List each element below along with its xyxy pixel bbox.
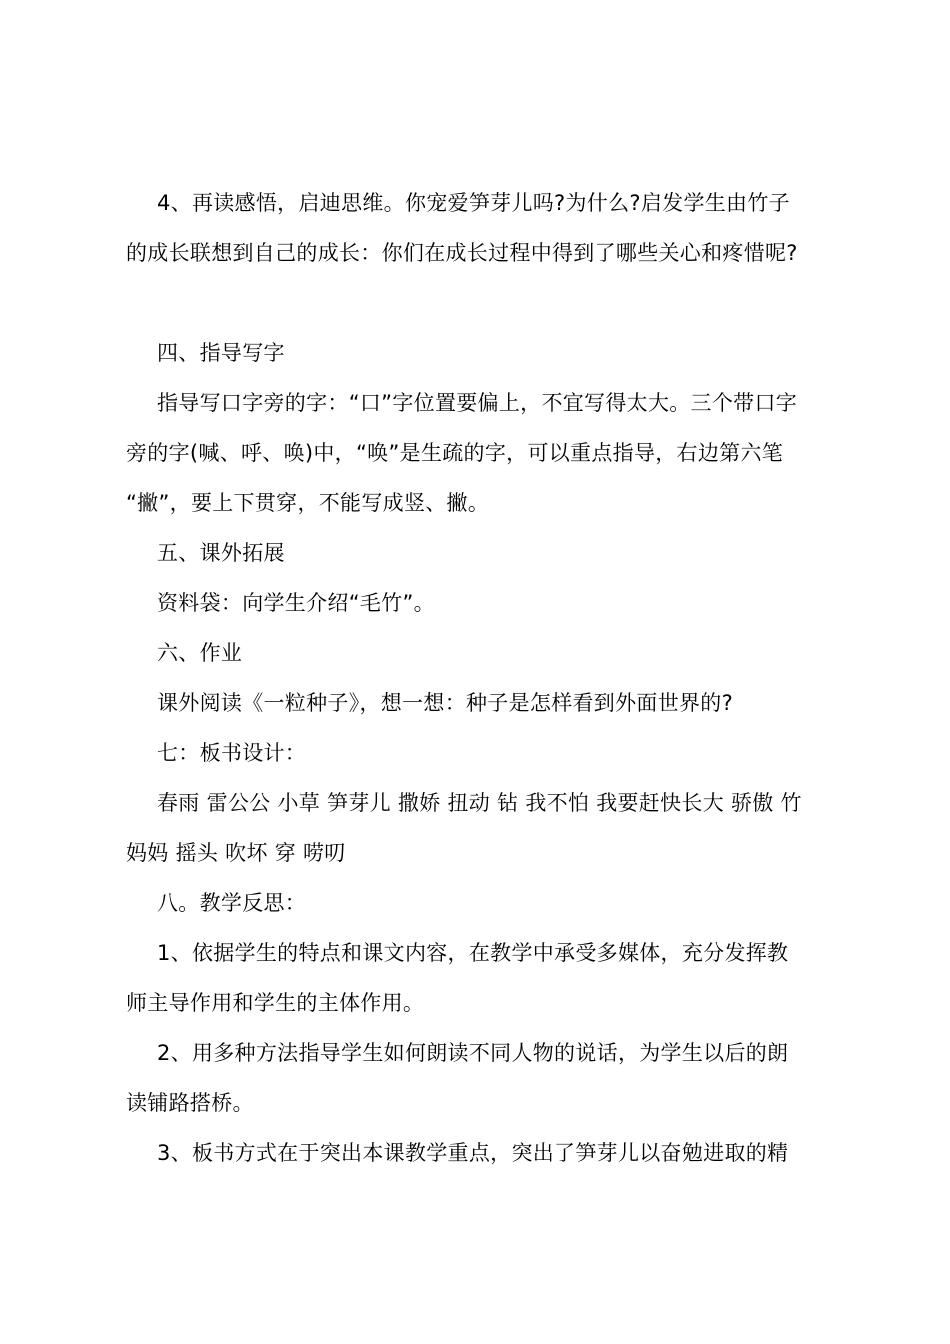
section-heading: 六、作业 (157, 641, 243, 665)
paragraph-line: 资料袋：向学生介绍“毛竹”。 (157, 591, 435, 615)
section-heading: 八。教学反思： (157, 891, 307, 915)
paragraph-line: 旁的字(喊、呼、唤)中，“唤”是生疏的字，可以重点指导，右边第六笔 (126, 441, 784, 465)
paragraph-line: 1、依据学生的特点和课文内容，在教学中承受多媒体，充分发挥教 (157, 941, 789, 965)
paragraph-line: 4、再读感悟，启迪思维。你宠爱笋芽儿吗?为什么?启发学生由竹子 (157, 191, 790, 215)
section-heading: 七：板书设计： (157, 741, 307, 765)
paragraph-line: 妈妈 摇头 吹坏 穿 唠叨 (126, 841, 346, 865)
paragraph-line: 3、板书方式在于突出本课教学重点，突出了笋芽儿以奋勉进取的精 (157, 1141, 789, 1165)
paragraph-line: 课外阅读《一粒种子》，想一想：种子是怎样看到外面世界的? (157, 691, 734, 715)
paragraph-line: 2、用多种方法指导学生如何朗读不同人物的说话，为学生以后的朗 (157, 1041, 789, 1065)
paragraph-line: “撇”，要上下贯穿，不能写成竖、撇。 (126, 491, 490, 515)
paragraph-line: 指导写口字旁的字：“口”字位置要偏上，不宜写得太大。三个带口字 (157, 391, 798, 415)
section-heading: 五、课外拓展 (157, 541, 285, 565)
paragraph-line: 春雨 雷公公 小草 笋芽儿 撒娇 扭动 钻 我不怕 我要赶快长大 骄傲 竹 (157, 791, 802, 815)
paragraph-line: 师主导作用和学生的主体作用。 (126, 991, 425, 1015)
paragraph-line: 读铺路搭桥。 (126, 1091, 254, 1115)
paragraph-line: 的成长联想到自己的成长：你们在成长过程中得到了哪些关心和疼惜呢? (126, 241, 798, 265)
section-heading: 四、指导写字 (157, 341, 285, 365)
